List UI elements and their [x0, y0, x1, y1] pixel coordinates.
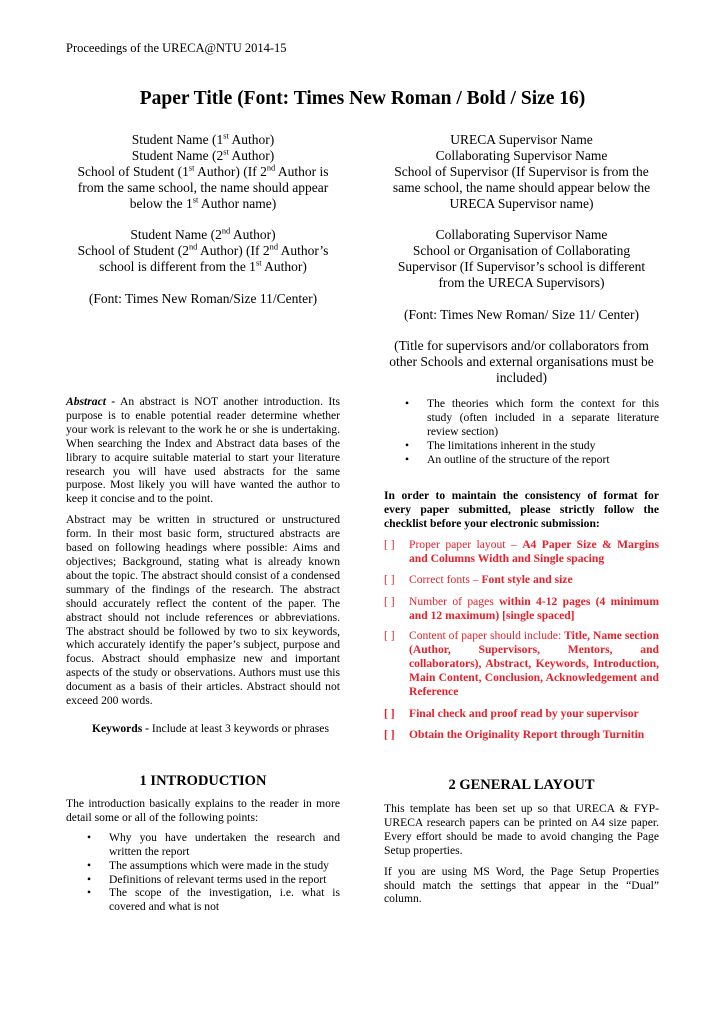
checkbox: [ ] [384, 595, 395, 608]
checkbox: [ ] [384, 538, 395, 551]
abstract-p1: Abstract - An abstract is NOT another introduction. Its purpose is to enable potential reader determine whether your work is relevant to the work he or she is undertaking. When searching the Index and Abstract data bases of the library to acquire suitable material to start your literature research you will have used abstracts for the same purpose. Most likely you will have wanted the author to keep it concise and to the point. [66, 395, 340, 506]
checklist-item-1: [ ] Proper paper layout – A4 Paper Size & Margins and Columns Width and Single spacing [384, 538, 659, 565]
checkbox: [ ] [384, 573, 395, 586]
supervisor-authors [384, 132, 659, 386]
keywords: Keywords - Include at least 3 keywords or phrases [92, 721, 329, 735]
checkbox: [ ] [384, 707, 395, 720]
checklist-item-3: [ ] Number of pages within 4-12 pages (4 minimum and 12 maximum) [single spaced] [384, 595, 659, 622]
intro-text: The introduction basically explains to the reader in more detail some or all of the following points: [66, 797, 340, 824]
abstract-section [66, 395, 340, 736]
collab-supervisor-name-2: Collaborating Supervisor Name [435, 227, 608, 242]
list-item: • An outline of the structure of the report [384, 453, 659, 467]
collab-supervisor-name: Collaborating Supervisor Name [435, 148, 608, 163]
collab-school: School or Organisation of Collaborating Supervisor (If Supervisor’s school is different from the URECA Supervisors) [397, 243, 646, 290]
abstract-p2: Abstract may be written in structured or unstructured form. In their most basic form, structured abstracts are based on following headings where possible: Aims and objectives; Background, stating what is already known about the topic. The abstract should consist of a condensed summary of the findings of the research. The abstract should accurately reflect the content of the paper. The abstract should not include references or abbreviations. The abstract should be followed by two to six keywords, which accurately identify the paper’s subject, purpose and focus. Abstract should emphasize new and important aspects of the study or observations. Authors must use this document as a basis of their articles. Abstract should not exceed 200 words. [66, 513, 340, 708]
list-item: • Definitions of relevant terms used in the report [66, 873, 340, 887]
student-authors [66, 132, 340, 307]
general-heading: 2 GENERAL LAYOUT [448, 777, 595, 793]
font-note-right: (Font: Times New Roman/ Size 11/ Center) [404, 307, 639, 322]
checklist-intro: In order to maintain the consistency of format for every paper submitted, please strictly follow the checklist before your electronic submission: [384, 489, 659, 530]
author-2: Student Name (2st Author) [131, 147, 275, 163]
font-note-left: (Font: Times New Roman/Size 11/Center) [88, 291, 318, 306]
list-item: • The scope of the investigation, i.e. what is covered and what is not [66, 886, 340, 914]
author-2b: Student Name (2nd Author) [130, 226, 276, 242]
school-2: School of Student (2nd Author) (If 2nd Author’s school is different from the 1st Author) [77, 242, 329, 274]
intro-bullets [66, 831, 340, 914]
list-item: • The limitations inherent in the study [384, 439, 659, 453]
general-p1: This template has been set up so that URECA & FYP-URECA research papers can be printed on A4 size paper. Every effort should be made to avoid changing the Page Setup properties. [384, 802, 659, 857]
list-item: • The theories which form the context for this study (often included in a separate literature review section) [384, 397, 659, 439]
checkbox: [ ] [384, 728, 395, 741]
right-bullets-section [384, 397, 659, 467]
checkbox: [ ] [384, 629, 395, 642]
author-1: Student Name (1st Author) [131, 131, 275, 147]
intro-heading: 1 INTRODUCTION [139, 773, 267, 789]
right-bullets [384, 397, 659, 467]
supervisor-school: School of Supervisor (If Supervisor is from the same school, the name should appear below the URECA Supervisor name) [392, 164, 651, 211]
checklist-item-6: [ ] Obtain the Originality Report through Turnitin [384, 728, 645, 741]
general-p2: If you are using MS Word, the Page Setup Properties should match the settings that appear in the “Dual” column. [384, 864, 659, 906]
title-note: (Title for supervisors and/or collaborators from other Schools and external organisations must be included) [389, 338, 654, 385]
checklist-item-4: [ ] Content of paper should include: Title, Name section (Author, Supervisors, Mentors, and collaborators), Abstract, Keywords, Introduction, Main Content, Conclusion, Acknowledgement and Reference [384, 629, 659, 698]
school-1: School of Student (1st Author) (If 2nd Author is from the same school, the name should appear below the 1st Author name) [77, 163, 329, 211]
general-section [384, 802, 659, 906]
intro-section [66, 797, 340, 914]
abstract-label: Abstract - [66, 395, 116, 408]
list-item: • The assumptions which were made in the study [66, 859, 340, 873]
running-header: Proceedings of the URECA@NTU 2014-15 [66, 41, 287, 55]
checklist-item-5: [ ] Final check and proof read by your supervisor [384, 707, 639, 720]
supervisor-name: URECA Supervisor Name [450, 132, 593, 147]
list-item: • Why you have undertaken the research and written the report [66, 831, 340, 859]
paper-title: Paper Title (Font: Times New Roman / Bold / Size 16) [139, 88, 586, 109]
checklist-item-2: [ ] Correct fonts – Font style and size [384, 573, 573, 586]
